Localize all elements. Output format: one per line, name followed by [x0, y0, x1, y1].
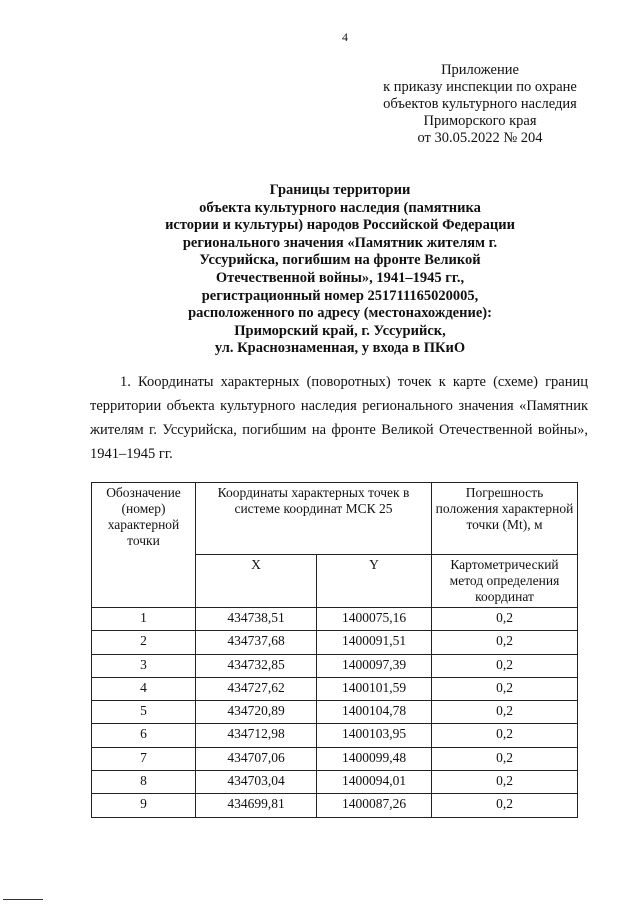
y-coordinate-cell: 1400091,51	[317, 631, 432, 654]
header-error-cell: Погрешность положения характерной точки (Mt), м	[432, 483, 578, 555]
point-number-cell: 9	[92, 794, 196, 817]
appendix-line: от 30.05.2022 № 204	[417, 130, 543, 146]
title-line: Уссурийска, погибшим на фронте Великой	[199, 252, 481, 269]
point-number-cell: 3	[92, 654, 196, 677]
y-coordinate-cell: 1400104,78	[317, 701, 432, 724]
point-number-cell: 6	[92, 724, 196, 747]
error-cell: 0,2	[432, 631, 578, 654]
error-cell: 0,2	[432, 608, 578, 631]
point-number-cell: 4	[92, 677, 196, 700]
table-row	[92, 724, 578, 747]
title-line: расположенного по адресу (местонахождение):	[188, 305, 492, 322]
error-cell: 0,2	[432, 747, 578, 770]
error-cell: 0,2	[432, 677, 578, 700]
page-number: 4	[342, 30, 348, 44]
title-line: регистрационный номер 251711165020005,	[201, 287, 479, 304]
appendix-line: Приморского края	[423, 113, 537, 129]
table-row	[92, 654, 578, 677]
table-row	[92, 771, 578, 794]
header-x-cell: X	[196, 555, 317, 608]
appendix-line: к приказу инспекции по охране	[383, 79, 577, 95]
error-cell: 0,2	[432, 701, 578, 724]
header-point-cell: Обозначение (номер) характерной точки	[92, 483, 196, 608]
title-line: Приморский край, г. Уссурийск,	[234, 322, 446, 339]
x-coordinate-cell: 434732,85	[196, 654, 317, 677]
title-line: Границы территории	[269, 182, 411, 198]
x-coordinate-cell: 434727,62	[196, 677, 317, 700]
coordinates-table	[91, 482, 578, 818]
appendix-header	[355, 62, 605, 147]
table-row	[92, 794, 578, 817]
title-line: объекта культурного наследия (памятника	[199, 199, 481, 216]
y-coordinate-cell: 1400075,16	[317, 608, 432, 631]
appendix-line: объектов культурного наследия	[383, 96, 577, 112]
scan-edge-divider	[3, 899, 43, 900]
x-coordinate-cell: 434738,51	[196, 608, 317, 631]
point-number-cell: 1	[92, 608, 196, 631]
document-title	[130, 182, 550, 358]
header-y-cell: Y	[317, 555, 432, 608]
title-line: регионального значения «Памятник жителям г.	[182, 234, 498, 251]
y-coordinate-cell: 1400099,48	[317, 747, 432, 770]
table-row	[92, 677, 578, 700]
error-cell: 0,2	[432, 654, 578, 677]
x-coordinate-cell: 434703,04	[196, 771, 317, 794]
x-coordinate-cell: 434737,68	[196, 631, 317, 654]
coordinates-paragraph: 1. Координаты характерных (поворотных) точек к карте (схеме) границ территории объекта культурного наследия регионального значения «Памятник жителям г. Уссурийска, погибшим на фронте Великой Отечественной войны», 1941–1945 гг.	[90, 374, 588, 462]
error-cell: 0,2	[432, 771, 578, 794]
point-number-cell: 8	[92, 771, 196, 794]
table-header-row	[92, 483, 578, 555]
title-line: Отечественной войны», 1941–1945 гг.,	[215, 269, 465, 286]
header-coords-cell: Координаты характерных точек в системе координат МСК 25	[196, 483, 432, 555]
table-row	[92, 631, 578, 654]
x-coordinate-cell: 434712,98	[196, 724, 317, 747]
y-coordinate-cell: 1400097,39	[317, 654, 432, 677]
title-line: ул. Краснознаменная, у входа в ПКиО	[214, 340, 466, 357]
table-row	[92, 608, 578, 631]
error-cell: 0,2	[432, 724, 578, 747]
appendix-line: Приложение	[441, 62, 519, 78]
error-cell: 0,2	[432, 794, 578, 817]
table-row	[92, 701, 578, 724]
y-coordinate-cell: 1400103,95	[317, 724, 432, 747]
y-coordinate-cell: 1400101,59	[317, 677, 432, 700]
y-coordinate-cell: 1400087,26	[317, 794, 432, 817]
x-coordinate-cell: 434699,81	[196, 794, 317, 817]
point-number-cell: 2	[92, 631, 196, 654]
point-number-cell: 7	[92, 747, 196, 770]
point-number-cell: 5	[92, 701, 196, 724]
title-line: истории и культуры) народов Российской Федерации	[165, 217, 515, 234]
y-coordinate-cell: 1400094,01	[317, 771, 432, 794]
x-coordinate-cell: 434720,89	[196, 701, 317, 724]
header-method-cell: Картометрический метод определения координат	[432, 555, 578, 608]
x-coordinate-cell: 434707,06	[196, 747, 317, 770]
table-row	[92, 747, 578, 770]
